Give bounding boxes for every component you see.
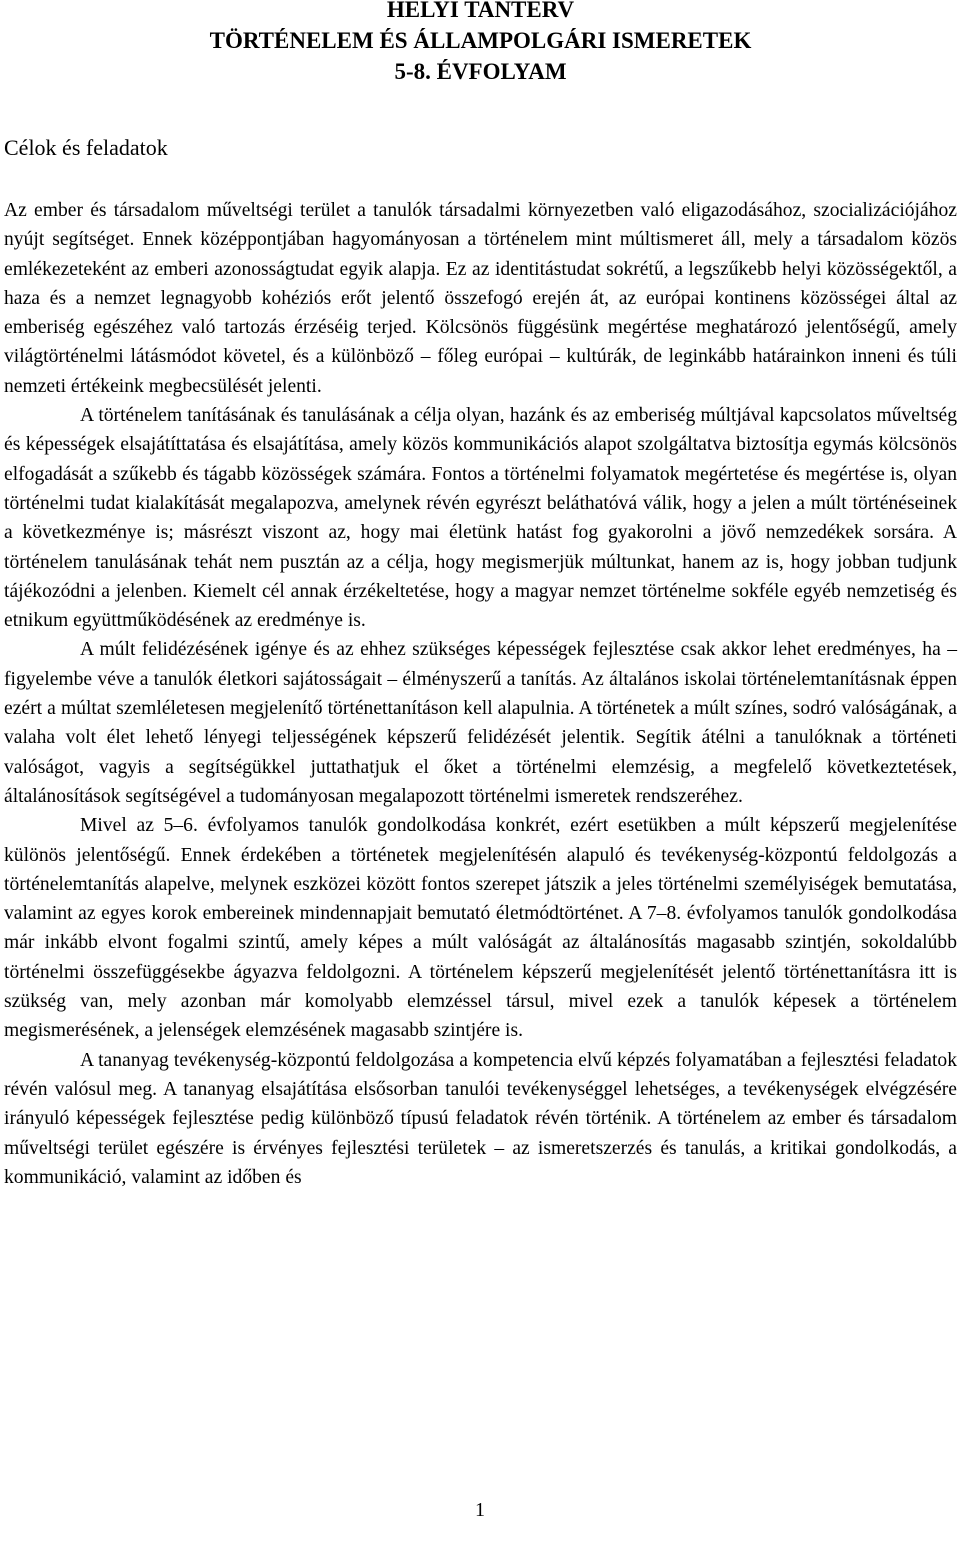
paragraph-4: Mivel az 5–6. évfolyamos tanulók gondolkodása konkrét, ezért esetükben a múlt képszerű megjelenítése különös jelentőségű. Ennek érdekében a történetek megjelenítésén alapuló és tevékenység-központú feldolgozás a történelemtanítás alapelve, melynek eszközei között fontos szerepet játszik a jeles történelmi személyiségek bemutatása, valamint az egyes korok embereinek mindennapjait bemutató életmódtörténet. A 7–8. évfolyamos tanulók gondolkodása már inkább elvont fogalmi szintű, amely képes a múlt valóságát az általánosítás magasabb szintjén, sokoldalúbb történelmi összefüggésekbe ágyazva feldolgozni. A történelem képszerű megjelenítését jelentő történettanításra itt is szükség van, mely azonban már komolyabb elemzéssel társul, mivel ezek a tanulók képesek a történelem megismerésének, a jelenségek elemzésének magasabb szintjére is. <box>4 815 957 1042</box>
title-line-3: 5-8. ÉVFOLYAM <box>394 59 567 84</box>
document-title <box>4 0 957 87</box>
title-line-1: HELYI TANTERV <box>386 0 575 22</box>
paragraph-1: Az ember és társadalom műveltségi terület a tanulók társadalmi környezetben való eligazodásához, szocializációjához nyújt segítséget. Ennek középpontjában hagyományosan a történelem mint múltismeret áll, mely a társadalom közös emlékezeteként az emberi azonosságtudat egyik alapja. Ez az identitástudat sokrétű, a legszűkebb helyi közösségektől, a haza és a nemzet legnagyobb kohéziós erőt jelentő összefogó erején át, az európai kontinens közösségei által az emberiség egészéhez való tartozás érzéséig terjed. Kölcsönös függésünk megértése meghatározó jelentőségű, amely világtörténelmi látásmódot követel, és a különböző – főleg európai – kultúrák, de leginkább határainkon inneni és túli nemzeti értékeink megbecsülését jelenti. <box>4 200 957 397</box>
paragraph-2: A történelem tanításának és tanulásának a célja olyan, hazánk és az emberiség múltjával kapcsolatos műveltség és képességek elsajátíttatása és elsajátítása, amely közös kommunikációs alapot szolgáltatva biztosítja egymás kölcsönös elfogadását a szűkebb és tágabb közösségek számára. Fontos a történelmi folyamatok megértetése és megértése is, olyan történelmi tudat kialakítását megalapozva, amelynek révén egyrészt beláthatóvá válik, hogy a jelen a múlt történéseinek a következménye is; másrészt viszont az, hogy mai életünk hatást fog gyakorolni a jövő nemzedékek sorsára. A történelem tanulásának tehát nem pusztán az a célja, hogy megismerjük múltunkat, hanem az is, hogy jobban tudjunk tájékozódni a jelenben. Kiemelt cél annak érzékeltetése, hogy a magyar nemzet történelme sokféle egyéb nemzetiség és etnikum együttműködésének az eredménye is. <box>4 405 957 632</box>
paragraph-5: A tananyag tevékenység-központú feldolgozása a kompetencia elvű képzés folyamatában a fejlesztési feladatok révén valósul meg. A tananyag elsajátítása elsősorban tanulói tevékenységgel lehetséges, a tevékenységek elvégzésére irányuló képességek fejlesztése pedig különböző típusú feladatok révén történik. A történelem az ember és társadalom műveltségi terület egészére is érvényes fejlesztési területek – az ismeretszerzés és tanulás, a kritikai gondolkodás, a kommunikáció, valamint az időben és <box>4 1049 957 1188</box>
page-number: 1 <box>475 1499 485 1521</box>
body-text <box>4 196 957 1192</box>
section-heading: Célok és feladatok <box>4 135 168 160</box>
title-line-2: TÖRTÉNELEM ÉS ÁLLAMPOLGÁRI ISMERETEK <box>209 28 752 53</box>
paragraph-3: A múlt felidézésének igénye és az ehhez szükséges képességek fejlesztése csak akkor lehet eredményes, ha – figyelembe véve a tanulók életkori sajátosságait – élményszerű a tanítás. Az általános iskolai történelemtanításnak éppen ezért a múltat szemléletesen megjelenítő történettanításon kell alapulnia. A történetek a múlt színes, sodró valóságának, a valaha volt élet lehető lényegi teljességének képszerű felidézését jelentik. Segítik átélni a tanulóknak a történeti valóságot, vagyis a segítségükkel juttathatjuk el őket a történelmi elemzésig, a megfelelő következtetések, általánosítások segítségével a tudományosan megalapozott történelmi ismeretek rendszeréhez. <box>4 639 957 807</box>
document-page <box>4 0 957 1192</box>
